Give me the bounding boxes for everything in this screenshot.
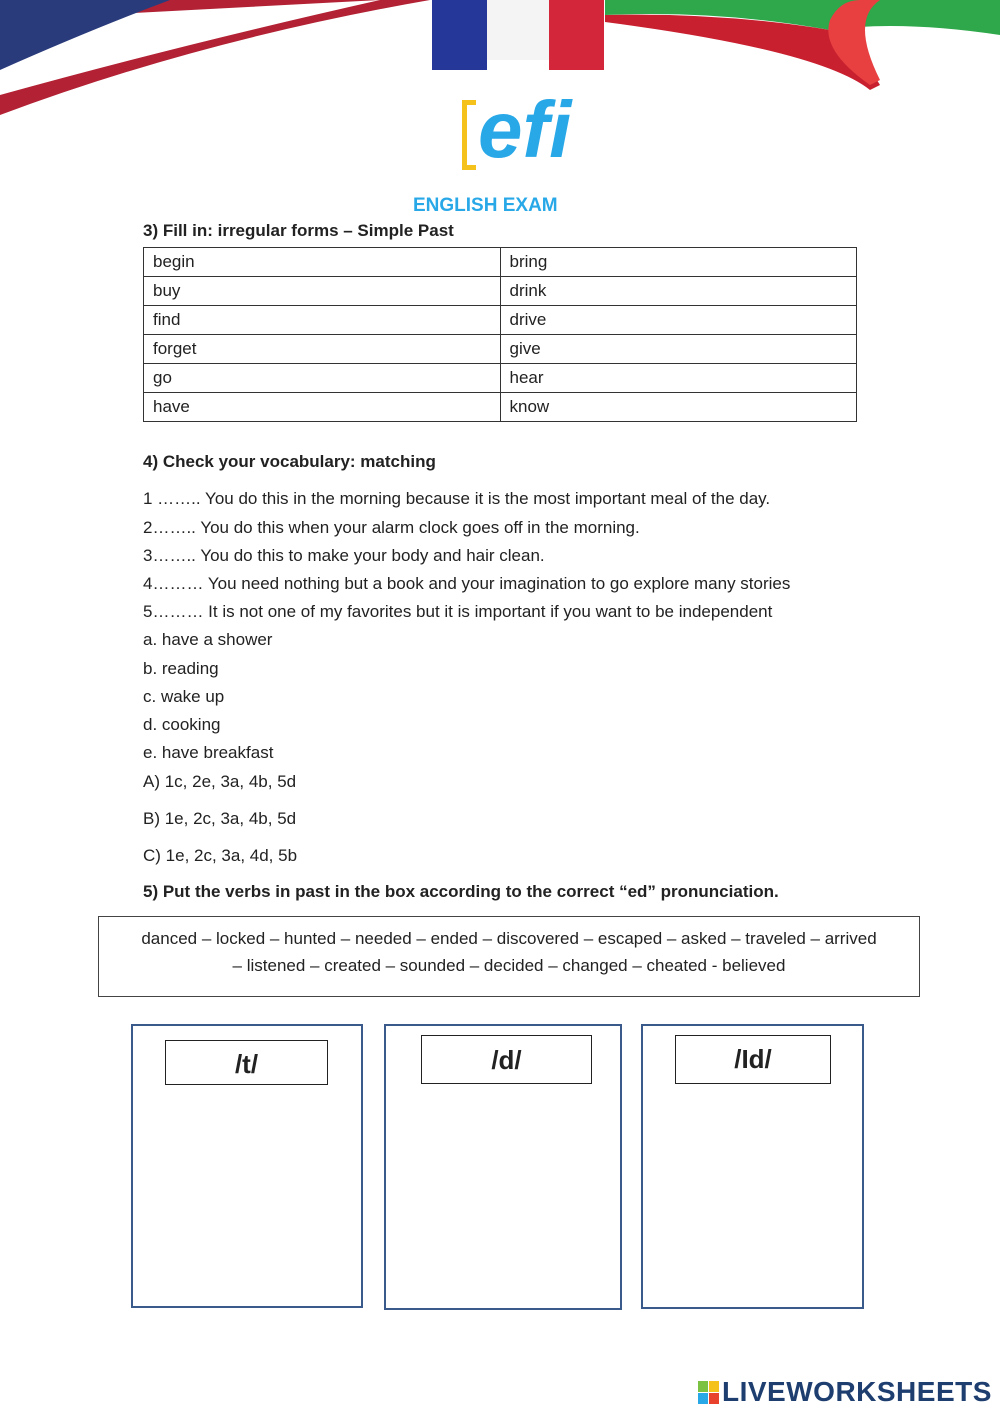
table-cell[interactable]: bring	[500, 248, 857, 277]
table-row	[144, 393, 857, 422]
table-cell[interactable]: have	[144, 393, 501, 422]
table-row	[144, 306, 857, 335]
table-cell[interactable]: know	[500, 393, 857, 422]
section3-title: 3) Fill in: irregular forms – Simple Past	[143, 221, 454, 240]
table-row	[144, 277, 857, 306]
efi-logo: efi	[462, 80, 564, 185]
section5-title: 5) Put the verbs in past in the box according to the correct “ed” pronunciation.	[143, 882, 779, 901]
table-cell[interactable]: begin	[144, 248, 501, 277]
matching-option: b. reading	[143, 659, 219, 678]
matching-item: 5……… It is not one of my favorites but it is important if you want to be independent	[143, 602, 773, 621]
matching-option: a. have a shower	[143, 630, 273, 649]
table-row	[144, 364, 857, 393]
table-cell[interactable]: drive	[500, 306, 857, 335]
table-row	[144, 335, 857, 364]
answer-choice-c[interactable]: C) 1e, 2c, 3a, 4d, 5b	[143, 846, 298, 865]
table-cell[interactable]: give	[500, 335, 857, 364]
exam-subtitle: ENGLISH EXAM	[413, 195, 558, 216]
irregular-verbs-table	[143, 247, 857, 422]
matching-option: d. cooking	[143, 715, 221, 734]
table-row	[144, 248, 857, 277]
verb-word-bank	[98, 916, 920, 997]
table-cell[interactable]: forget	[144, 335, 501, 364]
matching-item: 4……… You need nothing but a book and your imagination to go explore many stories	[143, 574, 791, 593]
table-cell[interactable]: buy	[144, 277, 501, 306]
table-cell[interactable]: hear	[500, 364, 857, 393]
table-cell[interactable]: drink	[500, 277, 857, 306]
answer-choice-b[interactable]: B) 1e, 2c, 3a, 4b, 5d	[143, 809, 297, 828]
matching-item: 2…….. You do this when your alarm clock goes off in the morning.	[143, 518, 640, 537]
table-cell[interactable]: find	[144, 306, 501, 335]
matching-item: 1 …….. You do this in the morning because it is the most important meal of the day.	[143, 489, 771, 508]
column-label-t: /t/	[165, 1040, 328, 1085]
word-bank-line: – listened – created – sounded – decided – changed – cheated - believed	[232, 956, 786, 975]
liveworksheets-brand: LIVEWORKSHEETS	[722, 1376, 992, 1407]
section4-title: 4) Check your vocabulary: matching	[143, 452, 436, 471]
matching-option: e. have breakfast	[143, 743, 274, 762]
answer-choice-a[interactable]: A) 1c, 2e, 3a, 4b, 5d	[143, 772, 297, 791]
column-label-d: /d/	[421, 1035, 592, 1084]
liveworksheets-logo-icon	[698, 1381, 720, 1405]
column-label-id: /Id/	[675, 1035, 831, 1084]
matching-item: 3…….. You do this to make your body and hair clean.	[143, 546, 545, 565]
table-cell[interactable]: go	[144, 364, 501, 393]
matching-option: c. wake up	[143, 687, 225, 706]
word-bank-line: danced – locked – hunted – needed – ended – discovered – escaped – asked – traveled – arrived	[141, 929, 877, 948]
